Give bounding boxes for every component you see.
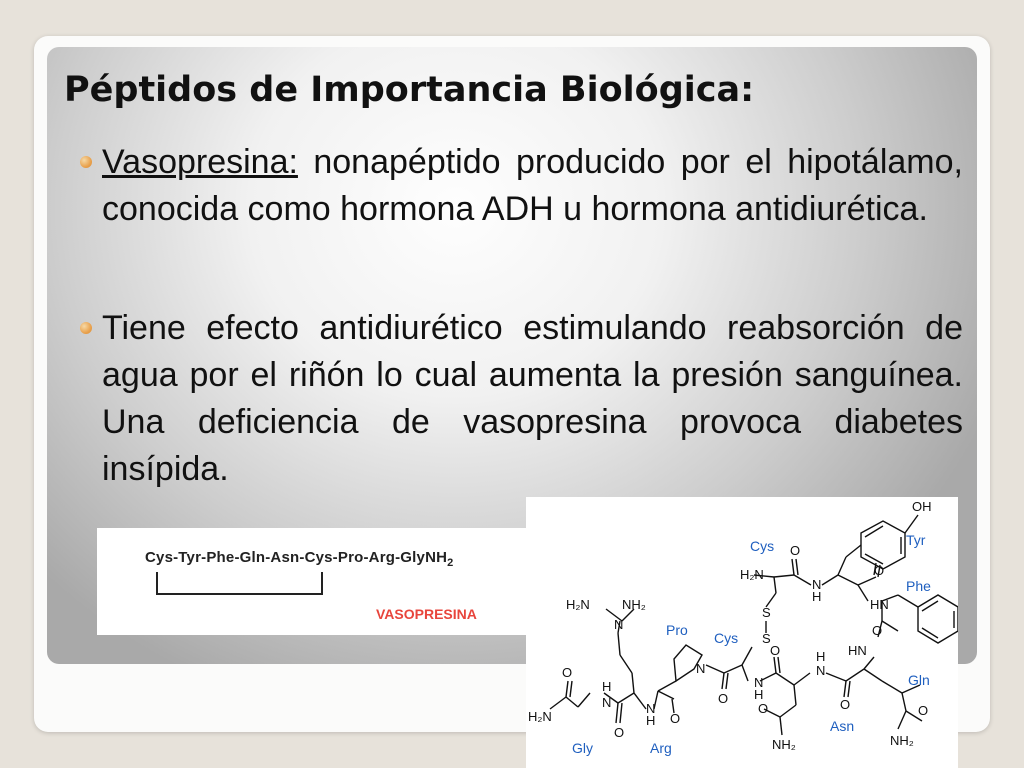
atom-label: O	[918, 703, 929, 718]
residue-label-asn: Asn	[830, 718, 855, 734]
bullet-lead: Vasopresina:	[102, 143, 298, 181]
atom-label: H	[602, 679, 612, 694]
atom-label: S	[762, 605, 771, 620]
atom-label: H	[812, 589, 822, 604]
vasopressin-structure-image	[526, 497, 958, 768]
atom-label: HN	[848, 643, 867, 658]
atom-label: N	[816, 663, 826, 678]
atom-label: N	[812, 577, 822, 592]
atom-label: H₂N	[528, 709, 552, 724]
atom-label: N	[602, 695, 612, 710]
residue-label-phe: Phe	[906, 578, 931, 594]
atom-label: HN	[870, 597, 889, 612]
atom-label: O	[718, 691, 729, 706]
atom-label: OH	[912, 499, 932, 514]
bullet-vasopresina	[102, 139, 963, 233]
atom-label: NH₂	[622, 597, 646, 612]
residue-label-gln: Gln	[908, 672, 930, 688]
atom-label: H₂N	[740, 567, 764, 582]
atom-label: NH₂	[772, 737, 796, 752]
atom-label: O	[614, 725, 625, 740]
atom-label: H	[816, 649, 826, 664]
residue-label-cys-2: Cys	[714, 630, 739, 646]
sequence-text: Cys-Tyr-Phe-Gln-Asn-Cys-Pro-Arg-GlyNH$_2$	[145, 549, 454, 569]
disulfide-bracket	[155, 572, 325, 602]
atom-label: N	[646, 701, 656, 716]
atom-label: N	[754, 675, 764, 690]
sequence-image	[97, 528, 529, 635]
residue-label-tyr: Tyr	[906, 532, 926, 548]
bullet-efecto	[102, 305, 963, 493]
atom-label: H	[646, 713, 656, 728]
atom-label: O	[758, 701, 769, 716]
residue-label-cys: Cys	[750, 538, 775, 554]
atom-label: S	[762, 631, 771, 646]
atom-label: H₂N	[566, 597, 590, 612]
atom-label: O	[872, 623, 883, 638]
bullet-text: Tiene efecto antidiurético estimulando reabsorción de agua por el riñón lo cual aumenta la presión sanguínea. Una deficiencia de vasopresina provoca diabetes insípida.	[102, 309, 963, 488]
atom-label: NH₂	[890, 733, 914, 748]
residue-label-pro: Pro	[666, 622, 688, 638]
atom-label: H	[754, 687, 764, 702]
atom-label: O	[790, 543, 801, 558]
residue-label-gly: Gly	[572, 740, 593, 756]
atom-label: N	[696, 661, 706, 676]
atom-label: O	[840, 697, 851, 712]
residue-label-arg: Arg	[650, 740, 672, 756]
atom-label: O	[670, 711, 681, 726]
atom-label: N	[614, 617, 624, 632]
bullet-text: nonapéptido producido por el hipotálamo, conocida como hormona ADH u hormona antidiurética.	[102, 143, 963, 228]
bullet-dot-icon	[80, 156, 92, 168]
atom-label: O	[874, 563, 885, 578]
sequence-name: VASOPRESINA	[376, 606, 477, 622]
slide-title: Péptidos de Importancia Biológica:	[64, 70, 755, 110]
atom-label: O	[770, 643, 781, 658]
bullet-dot-icon	[80, 322, 92, 334]
atom-label: O	[562, 665, 573, 680]
structure-diagram	[526, 497, 958, 768]
